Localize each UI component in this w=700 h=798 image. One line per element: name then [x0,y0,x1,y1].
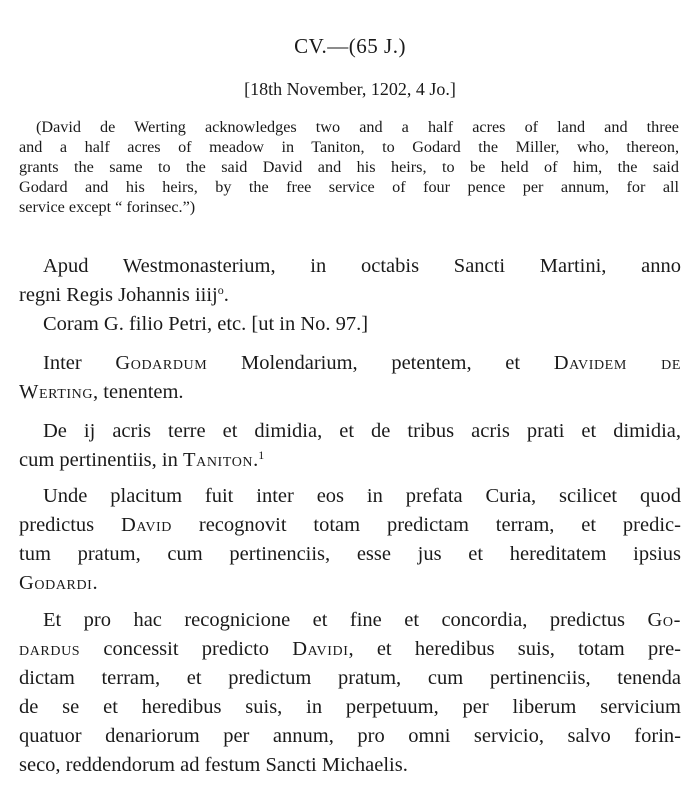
text-line [19,446,681,475]
abstract-line: (David de Werting acknowledges two and a half acres of land and three [36,118,679,136]
party-name: Davidi [292,638,349,660]
text-line: Apud Westmonasterium, in octabis Sancti Martini, anno [43,255,681,277]
paragraph-parties [19,349,681,407]
text-run: . [92,572,98,594]
entry-heading: CV.—(65 J.) [294,34,406,58]
text-line [19,635,681,664]
text-run: Et pro hac recognicione et fine et concordia, predictus [43,609,648,631]
party-name: dardus [19,638,81,660]
paragraph-property [19,417,681,475]
text-line [19,606,681,635]
paragraph-coram [19,310,681,339]
entry-date: [18th November, 1202, 4 Jo.] [244,79,456,99]
party-name: Go- [647,609,681,631]
abstract-line: service except “ forinsec.”) [19,198,196,216]
text-run: . [253,449,259,471]
text-line: De ij acris terre et dimidia, et de tribus acris prati et dimidia, [43,420,681,442]
text-line: seco, reddendorum ad festum Sancti Michaelis. [19,754,408,776]
text-line: Coram G. filio Petri, etc. [ut in No. 97.] [43,313,369,335]
party-name: Godardum [115,352,208,374]
party-name: David [121,514,173,536]
paragraph-place-date [19,252,681,310]
paragraph-plea [19,482,681,598]
abstract-line: and a half acres of meadow in Taniton, to Godard the Miller, who, thereon, [19,138,679,156]
text-run: predictus [19,514,122,536]
text-run: cum pertinentiis, in [19,449,183,471]
place-name: Taniton [182,449,254,471]
footnote-marker: 1 [258,448,265,462]
text-line: tum pratum, cum pertinenciis, esse jus et hereditatem ipsius [19,543,681,565]
superscript: o [217,283,224,297]
text-run: . [223,284,229,306]
text-line: de se et heredibus suis, in perpetuum, per liberum servicium [19,696,681,718]
text-line: quatuor denariorum per annum, pro omni servicio, salvo forin- [19,725,681,747]
text-line [19,378,681,407]
text-run: Inter [43,352,116,374]
text-line [19,569,681,598]
text-run: regni Regis Johannis iiij [19,284,218,306]
abstract-line: Godard and his heirs, by the free service of four pence per annum, for all [19,178,679,196]
party-name: Werting [19,381,94,403]
text-line: dictam terram, et predictum pratum, cum pertinenciis, tenenda [19,667,681,689]
abstract-line: grants the same to the said David and his heirs, to be held of him, the said [19,158,679,176]
text-line [19,281,681,310]
text-run: , tenentem. [93,381,184,403]
text-run: , et heredibus suis, totam pre- [348,638,681,660]
text-run: Molendarium, petentem, et [207,352,554,374]
text-run: recognovit totam predictam terram, et predic- [172,514,681,536]
text-line [19,349,681,378]
party-name: Davidem de [553,352,681,374]
english-abstract [19,117,679,217]
text-run: concessit predicto [80,638,293,660]
party-name: Godardi [19,572,93,594]
text-line [19,511,681,540]
paragraph-concord [19,606,681,780]
text-line: Unde placitum fuit inter eos in prefata Curia, scilicet quod [43,485,681,507]
